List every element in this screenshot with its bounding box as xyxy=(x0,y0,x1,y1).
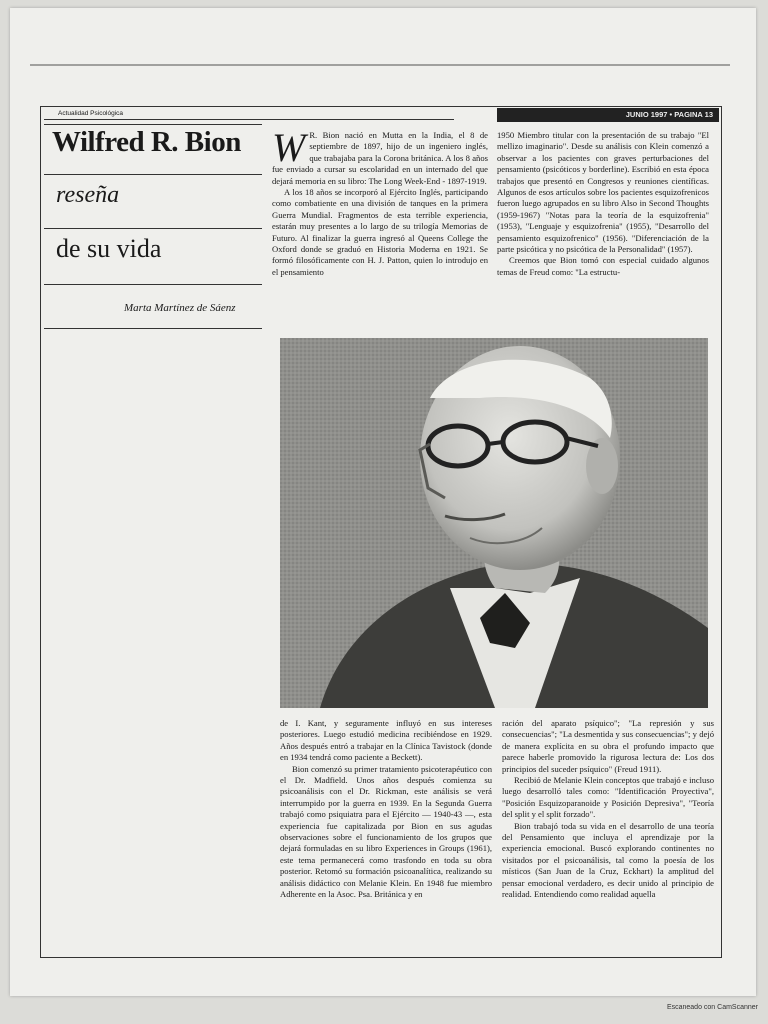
title-line-3: de su vida xyxy=(56,234,162,263)
paragraph: Recibió de Melanie Klein conceptos que trabajó e incluso luego desarrolló tales como: "Identificación Proyectiva", "Posición Esquizoparanoide y Posición Depresiva", "Teoría del split y el split forzado". xyxy=(502,775,714,820)
title-line-2: reseña xyxy=(56,182,120,208)
section-header: Actualidad Psicológica xyxy=(44,108,454,120)
title-rule xyxy=(44,328,262,329)
article-column-2 xyxy=(497,130,709,278)
title-rule xyxy=(44,174,262,175)
drop-cap: W xyxy=(272,125,306,170)
issue-header: JUNIO 1997 • PAGINA 13 xyxy=(497,108,719,122)
title-rule xyxy=(44,124,262,125)
title-rule xyxy=(44,228,262,229)
bion-portrait-photo xyxy=(280,338,708,708)
article-column-4 xyxy=(502,718,714,901)
paragraph: Bion trabajó toda su vida en el desarrollo de una teoría del Pensamiento que incluya el aprendizaje por la experiencia emocional. Buscó explorando continentes no visitados por el psicoanálisis, tal como la poesía de los místicos (San Juan de la Cruz, Eckhart) la amplitud del pensar emocional verdadero, es decir unido al principio de realidad. Entendiendo como realidad aquella xyxy=(502,820,714,900)
scanner-watermark: Escaneado con CamScanner xyxy=(666,1004,758,1011)
author-byline: Marta Martínez de Sáenz xyxy=(124,302,236,314)
paragraph: ración del aparato psíquico"; "La represión y sus consecuencias"; "La desmentida y sus consecuencias"; y dejó de manera explícita en su obra el profundo impacto que parece haberle promovido la rigurosa lectura de: Los dos principios del suceder psíquico" (Freud 1911). xyxy=(502,718,714,774)
article-column-3 xyxy=(280,718,492,901)
paragraph: 1950 Miembro titular con la presentación de su trabajo "El mellizo imaginario". Desde su análisis con Klein comenzó a observar a los pacientes con graves perturbaciones del pensamiento (psicóticos y borderline). Escribió en esta época trabajos que presentó en Congresos y reuniones científicas. Algunos de esos artículos sobre los pacientes esquizofrenicos fueron luego agrupados en su libro Also in Second Thoughts (1959-1967) "Notas para la teoría de la esquizofrenia" (1953), "Lenguaje y esquizofrenia" (1955), "Desarrollo del pensamiento esquizofrenico" (1956). "Diferenciación de la parte psicótica y no psicótica de la Personalidad" (1957). xyxy=(497,130,709,255)
title-rule xyxy=(44,284,262,285)
paragraph: Bion comenzó su primer tratamiento psicoterapéutico con el Dr. Madfield. Unos años después comienza su psicoanálisis con el Dr. Rickman, este análisis se verá interrumpido por la guerra en 1939. En la Segunda Guerra trabajó como psiquiatra para el Ejército — 1940-43 —, esta experiencia fue capitalizada por Bion en sus agudas observaciones sobre el funcionamiento de los grupos que dejará formuladas en su libro Experiences in Groups (1961), este tema permanecerá como trasfondo en toda su obra posterior. Retomó su formación psicoanalítica, realizando su análisis didáctico con Melanie Klein. En 1948 fue miembro Adherente en la Asoc. Psa. Británica y en xyxy=(280,763,492,900)
title-line-1: Wilfred R. Bion xyxy=(52,126,241,158)
article-column-1 xyxy=(272,125,488,278)
page-edge-line xyxy=(30,64,730,66)
paragraph: Creemos que Bion tomó con especial cuidado algunos temas de Freud como: "La estructu- xyxy=(497,255,709,277)
paragraph: de I. Kant, y seguramente influyó en sus intereses posteriores. Luego estudió medicina recibiéndose en 1929. Años después entró a trabajar en la Clínica Tavistock (donde en 1934 tendrá como paciente a Beckett). xyxy=(280,718,492,763)
paragraph: W R. Bion nació en Mutta en la India, el 8 de septiembre de 1897, hijo de un ingeniero inglés, que trabajaba para la Corona británica. A los 8 años fue enviado a cursar su escolaridad en un internado del que dejará memoria en su libro: The Long Week-End - 1897-1919. xyxy=(272,125,488,186)
paragraph: A los 18 años se incorporó al Ejército Inglés, participando como combatiente en una división de tanques en la primera Guerra Mundial. Fragmentos de esta terrible experiencia, estarán muy presentes a lo largo de su trilogía Memorias de Futuro. Al finalizar la guerra ingresó al Queens College the Oxford donde se graduó en Historia Moderna en 1921. Se formó filosóficamente con H. J. Patton, quien lo introdujo en el pensamiento xyxy=(272,187,488,277)
